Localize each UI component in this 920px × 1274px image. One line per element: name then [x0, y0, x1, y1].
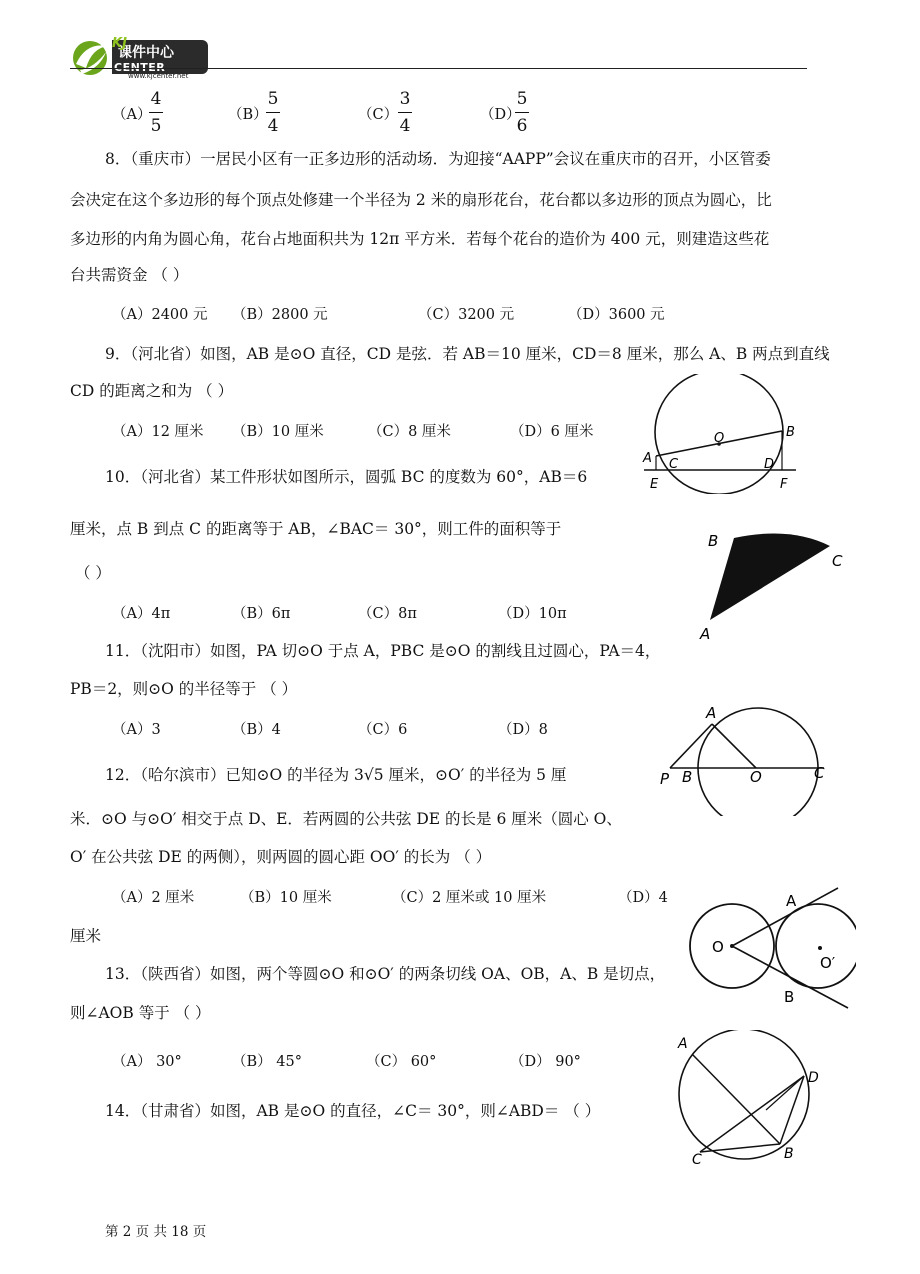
- q11-option-a: （A）3: [112, 722, 161, 738]
- q11-figure: [656, 704, 836, 816]
- q12-option-d: （D）4: [618, 890, 668, 906]
- q9-option-d: （D）6 厘米: [510, 424, 594, 440]
- q12-line-3: O′ 在公共弦 DE 的两侧），则两圆的圆心距 OO′ 的长为 （ ）: [70, 848, 492, 866]
- q11-label-c: C: [814, 764, 825, 782]
- q13-tangent-oa: [732, 888, 838, 946]
- q13-center-o-dot: [730, 944, 734, 948]
- q10-shaded-sector: [710, 534, 830, 621]
- q8-line-2: 会决定在这个多边形的每个顶点处修建一个半径为 2 米的扇形花台，花台都以多边形的顶点为圆心，比: [70, 191, 772, 209]
- q8-line-4: 台共需资金 （ ）: [70, 266, 189, 284]
- q8-option-a: （A）2400 元: [112, 307, 208, 323]
- q9-figure: [640, 374, 800, 494]
- q12-option-a: （A）2 厘米: [112, 890, 195, 906]
- page-number: 第 2 页 共 18 页: [105, 1224, 207, 1240]
- q14-circle: [679, 1030, 809, 1159]
- q12-option-b: （B）10 厘米: [240, 890, 332, 906]
- q7-option-a-fraction: 4 5: [150, 89, 162, 136]
- q10-line-1: 10．（河北省）某工件形状如图所示，圆弧 BC 的度数为 60°，AB＝6: [105, 468, 588, 486]
- q11-circle: [698, 708, 818, 816]
- q9-line-2: CD 的距离之和为 （ ）: [70, 382, 234, 400]
- q10-label-c: C: [832, 552, 843, 570]
- q13-line-2: 则∠AOB 等于 （ ）: [70, 1004, 211, 1022]
- q10-option-a: （A）4π: [112, 606, 171, 622]
- q7-option-c-fraction: 3 4: [399, 89, 411, 136]
- q12-option-tail: 厘米: [70, 927, 102, 945]
- q9-label-c: C: [669, 457, 679, 472]
- q11-label-b: B: [682, 768, 693, 786]
- q7-option-d-label: （D）: [480, 107, 521, 123]
- q7-option-b-label: （B）: [228, 107, 268, 123]
- q14-chord-cb: [700, 1144, 780, 1152]
- q10-line-2: 厘米，点 B 到点 C 的距离等于 AB，∠BAC＝ 30°，则工件的面积等于: [70, 520, 562, 538]
- q9-label-o: O: [714, 431, 725, 446]
- q8-line-1: 8．（重庆市）一居民小区有一正多边形的活动场．为迎接“AAPP”会议在重庆市的召开，小区管委: [105, 150, 771, 168]
- q7-option-b-fraction: 5 4: [267, 89, 279, 136]
- q9-label-e: E: [650, 477, 659, 492]
- q11-line-2: PB＝2，则⊙O 的半径等于 （ ）: [70, 680, 298, 698]
- q9-line-1: 9．（河北省）如图，AB 是⊙O 直径，CD 是弦．若 AB＝10 厘米，CD＝8 厘米，那么 A、B 两点到直线: [105, 345, 830, 363]
- q8-option-d: （D）3600 元: [568, 307, 665, 323]
- q9-label-d: D: [764, 457, 775, 472]
- q9-option-a: （A）12 厘米: [112, 424, 204, 440]
- q7-option-d-fraction: 5 6: [516, 89, 528, 136]
- q11-tangent-pa: [670, 724, 712, 768]
- q11-label-p: P: [660, 770, 670, 788]
- logo-center: CENTER: [114, 61, 166, 74]
- q14-label-b: B: [784, 1146, 794, 1162]
- header-rule: [70, 68, 807, 69]
- q13-option-d: （D） 90°: [510, 1054, 581, 1070]
- q13-center-o-prime-dot: [818, 946, 822, 950]
- q7-option-c-label: （C）: [358, 107, 399, 123]
- q13-option-a: （A） 30°: [112, 1054, 182, 1070]
- logo-kj: KJ: [112, 36, 127, 51]
- q14-diameter-ab: [692, 1054, 780, 1144]
- q7-option-a-label: （A）: [112, 107, 152, 123]
- q11-option-b: （B）4: [232, 722, 281, 738]
- logo-swirl-icon: [68, 38, 118, 78]
- q13-option-b: （B） 45°: [232, 1054, 302, 1070]
- q8-option-c: （C）3200 元: [418, 307, 515, 323]
- q11-option-c: （C）6: [358, 722, 408, 738]
- q12-option-c: （C）2 厘米或 10 厘米: [392, 890, 547, 906]
- logo-title: 课件中心: [118, 45, 174, 61]
- q14-figure: [666, 1030, 836, 1164]
- q13-label-b: B: [784, 988, 795, 1006]
- q14-label-a: A: [678, 1036, 688, 1052]
- q12-line-1: 12．（哈尔滨市）已知⊙O 的半径为 3√5 厘米，⊙O′ 的半径为 5 厘: [105, 766, 567, 784]
- q12-line-2: 米．⊙O 与⊙O′ 相交于点 D、E．若两圆的公共弦 DE 的长是 6 厘米（圆心 O、: [70, 810, 622, 828]
- q8-option-b: （B）2800 元: [232, 307, 328, 323]
- q10-option-d: （D）10π: [498, 606, 567, 622]
- q8-line-3: 多边形的内角为圆心角，花台占地面积共为 12π 平方米．若每个花台的造价为 400 元，则建造这些花: [70, 230, 770, 248]
- q10-option-c: （C）8π: [358, 606, 417, 622]
- logo-url: www.kjcenter.net: [128, 72, 189, 80]
- q11-radius-oa: [712, 724, 756, 768]
- q14-label-c: C: [692, 1152, 702, 1164]
- q9-label-f: F: [780, 477, 788, 492]
- q9-label-b: B: [786, 425, 795, 440]
- q13-label-o-prime: O′: [820, 954, 836, 972]
- q9-option-b: （B）10 厘米: [232, 424, 324, 440]
- q13-line-1: 13．（陕西省）如图，两个等圆⊙O 和⊙O′ 的两条切线 OA、OB，A、B 是切点，: [105, 965, 666, 983]
- q9-label-a: A: [643, 451, 652, 466]
- q14-line-1: 14．（甘肃省）如图，AB 是⊙O 的直径，∠C＝ 30°，则∠ABD＝ （ ）: [105, 1102, 601, 1120]
- q13-option-c: （C） 60°: [366, 1054, 437, 1070]
- q11-option-d: （D）8: [498, 722, 548, 738]
- q10-label-b: B: [708, 532, 719, 550]
- q11-line-1: 11．（沈阳市）如图，PA 切⊙O 于点 A，PBC 是⊙O 的割线且过圆心，PA＝4，: [105, 642, 661, 660]
- q9-option-c: （C）8 厘米: [368, 424, 451, 440]
- q13-label-a: A: [786, 892, 797, 910]
- q10-option-b: （B）6π: [232, 606, 291, 622]
- q10-figure: [690, 524, 860, 644]
- q11-label-a: A: [706, 704, 717, 722]
- q10-line-3: （ ）: [75, 564, 111, 582]
- q13-label-o: O: [712, 938, 724, 956]
- logo: [68, 36, 208, 80]
- q14-label-d: D: [808, 1070, 819, 1086]
- q13-figure: [686, 886, 856, 1016]
- q10-label-a: A: [700, 625, 711, 643]
- q11-label-o: O: [750, 768, 762, 786]
